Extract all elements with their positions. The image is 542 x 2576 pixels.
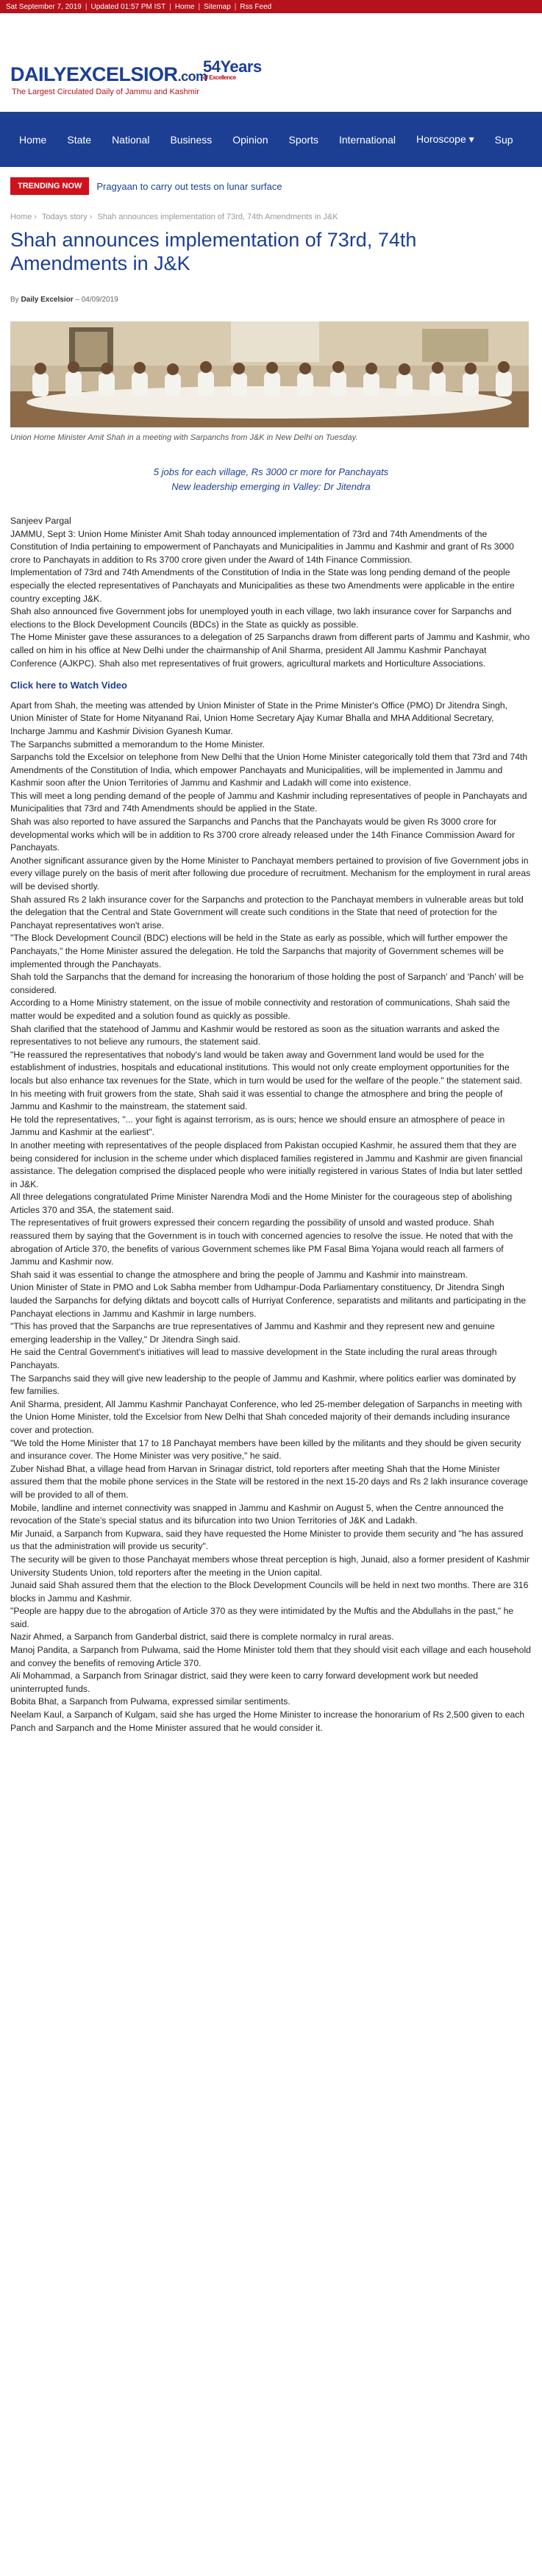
article-paragraph: Anil Sharma, president, All Jammu Kashmir Panchayat Conference, who led 25-member delegation of Sarpanchs in meeting with the Union Home Minister, told the Excelsior from New Delhi that Shah conceded majority of their demands including insurance cover and protection. — [10, 1398, 522, 1435]
nav-national[interactable]: National — [112, 133, 150, 146]
article-paragraph: Ali Mohammad, a Sarpanch from Srinagar district, said they were keen to carry forward development work but needed uninterrupted funds. — [10, 1671, 479, 1694]
site-logo[interactable] — [10, 57, 262, 86]
top-link-rss[interactable]: Rss Feed — [240, 2, 272, 11]
anniversary-sub: of Excellence — [203, 74, 236, 81]
photo-caption: Union Home Minister Amit Shah in a meeting with Sarpanchs from J&K in New Delhi on Tuesday. — [10, 433, 358, 442]
nav-business[interactable]: Business — [170, 133, 213, 146]
separator: | — [85, 2, 88, 11]
article-paragraph: Junaid said Shah assured them that the election to the Block Development Councils will be held in next two months. There are 316 blocks in Jammu and Kashmir. — [10, 1580, 529, 1604]
anniversary-badge — [203, 57, 262, 81]
article-paragraph: The Sarpanchs said they will give new leadership to the people of Jammu and Kashmir, where politics earlier was dominated by few families. — [10, 1373, 516, 1397]
watch-video-link-container — [10, 679, 531, 692]
article-photo — [10, 321, 529, 427]
nav-horoscope[interactable]: Horoscope ▾ — [416, 133, 474, 145]
breadcrumb — [10, 213, 341, 221]
article-paragraph: All three delegations congratulated Prime Minister Narendra Modi and the Home Minister for the courageous step of abolishing Articles 370 and 35A, the statement said. — [10, 1192, 513, 1215]
nav-state[interactable]: State — [67, 133, 92, 146]
top-link-sitemap[interactable]: Sitemap — [204, 2, 231, 11]
article-paragraph: Nazir Ahmed, a Sarpanch from Ganderbal district, said there is complete normalcy in rural areas. — [10, 1632, 394, 1643]
article-paragraph: Neelam Kaul, a Sarpanch of Kulgam, said she has urged the Home Minister to increase the honorarium of Rs 2,500 given to each Panch and Sarpanch and the Home Minister assured that he would consider it. — [10, 1709, 525, 1733]
anniversary-years: 54Years — [203, 57, 262, 76]
breadcrumb-separator: › — [89, 213, 93, 221]
article-paragraph: "We told the Home Minister that 17 to 18 Panchayat members have been killed by the militants and they should be given security and insurance cover. The Home Minister was very positive," he said. — [10, 1437, 521, 1462]
paragraphs-after-video — [10, 700, 531, 1735]
top-bar — [0, 0, 542, 13]
nav-sup[interactable]: Sup — [494, 133, 513, 146]
article-paragraph: Implementation of 73rd and 74th Amendments of the Constitution of India in the State was long pending demand of the people especially the elected representatives of Panchayats and Municipalities as these two Amendments were applicable in the entire country excepting J&K. — [10, 567, 515, 604]
nav-sports[interactable]: Sports — [288, 133, 318, 146]
byline — [10, 296, 118, 304]
main-nav — [0, 112, 542, 167]
updated-time: Updated 01:57 PM IST — [90, 2, 166, 11]
trending-badge: TRENDING NOW — [10, 177, 89, 195]
article-paragraph: In another meeting with representatives of the people displaced from Pakistan occupied Kashmir, he assured them that they are being considered for inclusion in the scheme under which displaced families registered in Jammu and Kashmir are given financial assistance. The delegation comprised the displaced people who were initially registered in various States of India but later settled in J&K. — [10, 1139, 523, 1189]
article-paragraph: The security will be given to those Panchayat members whose threat perception is high, Junaid, also a former president of Kashmir University Students Union, told reporters after the meeting in the Union capital. — [10, 1554, 529, 1578]
subhead-line: New leadership emerging in Valley: Dr Jitendra — [171, 481, 371, 492]
current-date: Sat September 7, 2019 — [6, 2, 82, 11]
article-paragraph: Shah said it was essential to change the atmosphere and bring the people of Jammu and Kashmir into mainstream. — [10, 1269, 468, 1280]
article-paragraph: Shah was also reported to have assured the Sarpanchs and Panchs that the Panchayats would be given Rs 3000 crore for developmental works which will be in addition to Rs 3700 crore already released under the 14th Finance Commission Award for Panchayats. — [10, 816, 516, 853]
watch-video-link[interactable]: Click here to Watch Video — [10, 680, 127, 691]
article-paragraph: "The Block Development Council (BDC) elections will be held in the State as early as possible, which will further empower the Panchayats," the Home Minister assured the delegation. He told the Sarpanchs that majority of Government schemes will be implemented through the Panchayats. — [10, 933, 508, 969]
byline-separator: – — [75, 296, 82, 304]
breadcrumb-home[interactable]: Home — [10, 213, 32, 221]
tagline: The Largest Circulated Daily of Jammu and Kashmir — [12, 88, 199, 96]
article-paragraph: Another significant assurance given by the Home Minister to Panchayat members pertained to provision of five Government jobs in every village purely on the basis of merit after following due procedure of recruitment. Mechanism for the employment in rural areas will be devised shortly. — [10, 855, 531, 892]
article-paragraph: Sanjeev Pargal — [10, 516, 71, 526]
article-headline: Shah announces implementation of 73rd, 74th Amendments in J&K — [10, 229, 417, 274]
byline-date: 04/09/2019 — [81, 296, 118, 304]
separator: | — [169, 2, 171, 11]
article-paragraph: Mobile, landline and internet connectivity was snapped in Jammu and Kashmir on August 5, when the Centre announced the revocation of the State's special status and its bifurcation into two Union Territories of J&K and Ladakh. — [10, 1502, 504, 1526]
breadcrumb-todays-story[interactable]: Todays story — [41, 213, 88, 221]
byline-author[interactable]: Daily Excelsior — [21, 296, 74, 304]
article-paragraph: He told the representatives, "... your fight is against terrorism, as is ours; hence we should ensure an atmosphere of peace in Jammu and Kashmir at the earliest". — [10, 1114, 505, 1138]
article-paragraph: He said the Central Government's initiatives will lead to massive development in the State including the rural areas through Panchayats. — [10, 1347, 497, 1370]
separator: | — [234, 2, 237, 11]
article-paragraph: Shah told the Sarpanchs that the demand for increasing the honorarium of those holding the post of Sarpanch' and 'Panch' will be considered. — [10, 972, 524, 995]
article-paragraph: The representatives of fruit growers expressed their concern regarding the possibility of unsold and wasted produce. Shah reassured them by saying that the Government is in touch with concerned agencies to resolve the issue. He noted that with the abrogation of Article 370, the benefits of various Government schemes like PM Fasal Bima Yojana would reach all farmers of Jammu and Kashmir now. — [10, 1217, 513, 1267]
article-paragraph: Zuber Nishad Bhat, a village head from Harvan in Srinagar district, told reporters after meeting Shah that the Home Minister assured them that the mobile phone services in the State will be restored in the next 15-20 days and Rs 2 lakh insurance coverage will be provided to all of them. — [10, 1463, 528, 1500]
article-paragraph: Shah clarified that the statehood of Jammu and Kashmir would be restored as soon as the situation warrants and asked the representatives to not believe any rumours, the statement said. — [10, 1023, 500, 1047]
breadcrumb-current: Shah announces implementation of 73rd, 74th Amendments in J&K — [97, 213, 338, 221]
separator: | — [198, 2, 201, 11]
top-link-home[interactable]: Home — [174, 2, 195, 11]
logo-daily: DAILY — [10, 63, 67, 85]
article-paragraph: In his meeting with fruit growers from the state, Shah said it was essential to change the atmosphere and bring the people of Jammu and Kashmir to the mainstream, the statement said. — [10, 1088, 503, 1112]
article-paragraph: The Home Minister gave these assurances to a delegation of 25 Sarpanchs drawn from different parts of Jammu and Kashmir, who called on him in his office at New Delhi under the chairmanship of Anil Sharma, president All Jammu Kashmir Panchayat Conference (AJKPC). Shah also met representatives of fruit growers, agricultural markets and Horticulture Associations. — [10, 632, 530, 669]
article-paragraph: JAMMU, Sept 3: Union Home Minister Amit Shah today announced implementation of 73rd and 74th Amendments of the Constitution of India pertaining to empowerment of Panchayats and Municipalities in Jammu and Kashmir and grant of Rs 3000 crore to Panchayats in addition to Rs 3700 crore given under the Award of 14th Finance Commission. — [10, 528, 514, 565]
trending-bar — [10, 177, 282, 195]
subhead-line: 5 jobs for each village, Rs 3000 cr more for Panchayats — [153, 466, 389, 477]
trending-link[interactable]: Pragyaan to carry out tests on lunar surface — [96, 180, 282, 192]
article-paragraph: Sarpanchs told the Excelsior on telephone from New Delhi that the Union Home Minister categorically told them that 73rd and 74th Amendments of the Constitution of India, which empower Panchayats and Municipalities, will be implemented in Jammu and Kashmir soon after the Union Territories of Jammu and Kashmir and Ladakh will come into existence. — [10, 752, 528, 789]
article-paragraph: Manoj Pandita, a Sarpanch from Pulwama, said the Home Minister told them that they should visit each village and each household and convey the benefits of removing Article 370. — [10, 1645, 531, 1668]
article-paragraph: Mir Junaid, a Sarpanch from Kupwara, said they have requested the Home Minister to provide them security and "he has assured us that the administration will provide us security". — [10, 1528, 524, 1552]
article-body — [10, 515, 531, 1734]
article-paragraph: Union Minister of State in PMO and Lok Sabha member from Udhampur-Doda Parliamentary constituency, Dr Jitendra Singh lauded the Sarpanchs for defying diktats and boycott calls of Hurriyat Conference, separatists and militants and participating in the Panchayat elections in Jammu and Kashmir in large numbers. — [10, 1282, 527, 1319]
logo-excelsior: EXCELSIOR — [66, 63, 178, 85]
article-paragraph: "People are happy due to the abrogation of Article 370 as they were intimidated by the Muftis and the Abdullahs in the past," he said. — [10, 1606, 514, 1629]
paragraphs-before-video — [10, 515, 531, 670]
masthead — [0, 13, 542, 102]
nav-home[interactable]: Home — [19, 133, 47, 146]
article-paragraph: Shah also announced five Government jobs for unemployed youth in each village, two lakh insurance cover for Sarpanchs and elections to the Block Development Councils (BDCs) in the State as quickly as possible. — [10, 606, 512, 630]
article-paragraph: This will meet a long pending demand of the people of Jammu and Kashmir including representatives of people in Panchayats and Municipalities that 73rd and 74th Amendments should be applied in the State. — [10, 790, 527, 814]
article-paragraph: The Sarpanchs submitted a memorandum to the Home Minister. — [10, 739, 265, 750]
article-paragraph: According to a Home Ministry statement, on the issue of mobile connectivity and restoration of communications, Shah said the matter would be expedited and a solution found as quickly as possible. — [10, 997, 510, 1021]
article-paragraph: Bobita Bhat, a Sarpanch from Pulwama, expressed similar sentiments. — [10, 1696, 290, 1707]
nav-opinion[interactable]: Opinion — [232, 133, 268, 146]
byline-prefix: By — [10, 296, 19, 304]
article-subheads — [0, 465, 542, 494]
meeting-photo-illustration — [10, 321, 529, 427]
article-paragraph: Shah assured Rs 2 lakh insurance cover for the Sarpanchs and protection to the Panchayat members in vulnerable areas but told the delegation that the Central and State Government will create such conditions in the State that need of protection for the Panchayat representatives won't arise. — [10, 894, 524, 931]
nav-international[interactable]: International — [338, 133, 396, 146]
article-paragraph: "He reassured the representatives that nobody's land would be taken away and Government land would be used for the establishment of industries, hospitals and educational institutions. This would not only create employment opportunities for the locals but also enhance tax revenues for the State, which in turn would be used for the welfare of the people." the statement said. — [10, 1049, 523, 1086]
article-paragraph: "This has proved that the Sarpanchs are true representatives of Jammu and Kashmir and they represent new and genuine emerging leadership in the Valley," Dr Jitendra Singh said. — [10, 1321, 495, 1345]
article-paragraph: Apart from Shah, the meeting was attended by Union Minister of State in the Prime Minister's Office (PMO) Dr Jitendra Singh, Union Minister of State for Home Nityanand Rai, Union Home Secretary Ajay Kumar Bhalla and MHA Additional Secretary, Incharge Jammu and Kashmir Division Gyanesh Kumar. — [10, 700, 508, 736]
breadcrumb-separator: › — [34, 213, 38, 221]
logo-tld: .com — [177, 69, 207, 84]
